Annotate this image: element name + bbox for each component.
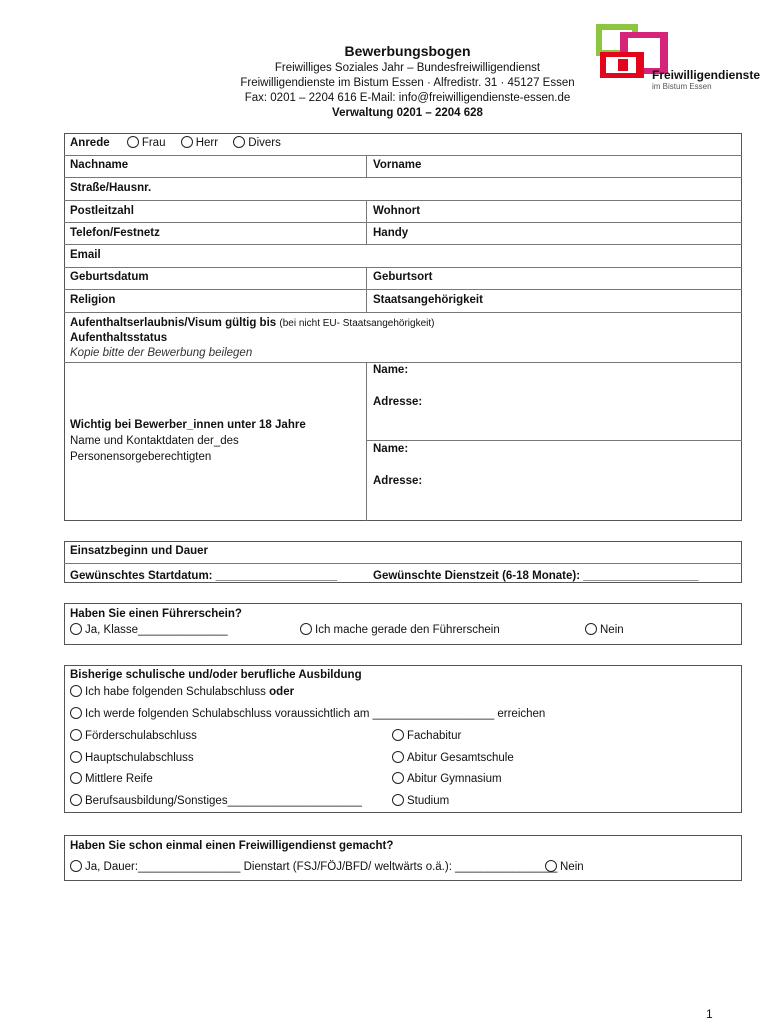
radio-herr-icon[interactable]	[181, 136, 193, 148]
radio-studium-icon[interactable]	[392, 794, 404, 806]
radio-hauptschule-icon[interactable]	[70, 751, 82, 763]
dienstzeit-field[interactable]: Gewünschte Dienstzeit (6-18 Monate): __________________	[373, 570, 699, 582]
radio-vorher-nein-icon[interactable]	[545, 860, 557, 872]
vorher-nein[interactable]: Nein	[545, 860, 584, 874]
radio-mittlere-reife-icon[interactable]	[70, 772, 82, 784]
radio-nein-fs-icon[interactable]	[585, 623, 597, 635]
fuehrerschein-nein[interactable]: Nein	[585, 623, 624, 637]
option-hauptschule[interactable]: Hauptschulabschluss	[70, 751, 194, 765]
fuehrerschein-ja[interactable]: Ja, Klasse______________	[70, 623, 228, 637]
radio-foerderschule-icon[interactable]	[70, 729, 82, 741]
vorher-ja[interactable]: Ja, Dauer:________________ Dienstart (FSJ/FÖJ/BFD/ weltwärts o.ä.): ________________	[70, 860, 557, 874]
radio-ja-klasse-icon[interactable]	[70, 623, 82, 635]
telefon-field[interactable]: Telefon/Festnetz	[70, 227, 160, 239]
radio-gerade-icon[interactable]	[300, 623, 312, 635]
anrede-divers[interactable]: Divers	[233, 137, 281, 149]
logo-name: Freiwilligendienste	[652, 68, 761, 82]
fuehrerschein-question: Haben Sie einen Führerschein?	[70, 608, 242, 620]
wohnort-field[interactable]: Wohnort	[373, 205, 421, 217]
geburtsort-field[interactable]: Geburtsort	[373, 271, 433, 283]
option-abitur-gesamtschule[interactable]: Abitur Gesamtschule	[392, 751, 514, 765]
strasse-field[interactable]: Straße/Hausnr.	[70, 182, 152, 194]
radio-habe-icon[interactable]	[70, 685, 82, 697]
staatsangehoerigkeit-field[interactable]: Staatsangehörigkeit	[373, 294, 483, 306]
ausbildung-heading: Bisherige schulische und/oder berufliche Ausbildung	[70, 669, 362, 681]
plz-field[interactable]: Postleitzahl	[70, 205, 134, 217]
religion-field[interactable]: Religion	[70, 294, 116, 306]
logo-sub: im Bistum Essen	[652, 82, 712, 91]
option-foerderschule[interactable]: Förderschulabschluss	[70, 729, 197, 743]
radio-abitur-gesamtschule-icon[interactable]	[392, 751, 404, 763]
email-field[interactable]: Email	[70, 249, 101, 261]
startdatum-field[interactable]: Gewünschtes Startdatum: ___________________	[70, 570, 338, 582]
header-line4: Verwaltung 0201 – 2204 628	[332, 107, 483, 119]
radio-frau-icon[interactable]	[127, 136, 139, 148]
option-mittlere-reife[interactable]: Mittlere Reife	[70, 772, 153, 786]
header-line1: Freiwilliges Soziales Jahr – Bundesfreiwilligendienst	[274, 62, 541, 74]
guardian-text2: Personensorgeberechtigten	[70, 451, 212, 463]
nachname-field[interactable]: Nachname	[70, 159, 129, 171]
geburtsdatum-field[interactable]: Geburtsdatum	[70, 271, 149, 283]
page-number: 1	[706, 1007, 713, 1021]
kopie-note: Kopie bitte der Bewerbung beilegen	[70, 347, 253, 359]
guardian-heading: Wichtig bei Bewerber_innen unter 18 Jahre	[70, 419, 306, 431]
option-berufsausbildung[interactable]: Berufsausbildung/Sonstiges_____________________	[70, 794, 362, 808]
anrede-label: Anrede	[70, 137, 110, 149]
guardian1-name[interactable]: Name:	[373, 364, 409, 376]
einsatz-heading: Einsatzbeginn und Dauer	[70, 545, 209, 557]
anrede-herr[interactable]: Herr	[181, 137, 218, 149]
option-studium[interactable]: Studium	[392, 794, 449, 808]
radio-divers-icon[interactable]	[233, 136, 245, 148]
handy-field[interactable]: Handy	[373, 227, 409, 239]
anrede-frau[interactable]: Frau	[127, 137, 166, 149]
radio-abitur-gymnasium-icon[interactable]	[392, 772, 404, 784]
radio-werde-icon[interactable]	[70, 707, 82, 719]
option-fachabitur[interactable]: Fachabitur	[392, 729, 461, 743]
fuehrerschein-gerade[interactable]: Ich mache gerade den Führerschein	[300, 623, 500, 637]
ausbildung-habe[interactable]: Ich habe folgenden Schulabschluss oder	[70, 685, 294, 699]
header-line3: Fax: 0201 – 2204 616 E-Mail: info@freiwilligendienste-essen.de	[244, 92, 571, 104]
option-abitur-gymnasium[interactable]: Abitur Gymnasium	[392, 772, 502, 786]
header	[200, 44, 615, 121]
radio-vorher-ja-icon[interactable]	[70, 860, 82, 872]
guardian2-name[interactable]: Name:	[373, 443, 409, 455]
vorname-field[interactable]: Vorname	[373, 159, 422, 171]
aufenthalt-field[interactable]: Aufenthaltserlaubnis/Visum gültig bis (bei nicht EU- Staatsangehörigkeit)	[70, 317, 435, 329]
radio-fachabitur-icon[interactable]	[392, 729, 404, 741]
header-line2: Freiwilligendienste im Bistum Essen · Alfredistr. 31 · 45127 Essen	[240, 77, 575, 89]
ausbildung-werde[interactable]: Ich werde folgenden Schulabschluss voraussichtlich am ___________________ erreichen	[70, 707, 545, 721]
logo	[594, 22, 759, 92]
anrede-row	[70, 136, 281, 150]
guardian1-adresse[interactable]: Adresse:	[373, 396, 423, 408]
form-title: Bewerbungsbogen	[344, 43, 471, 59]
guardian-text1: Name und Kontaktdaten der_des	[70, 435, 239, 447]
radio-berufsausbildung-icon[interactable]	[70, 794, 82, 806]
guardian2-adresse[interactable]: Adresse:	[373, 475, 423, 487]
aufenthaltsstatus-field[interactable]: Aufenthaltsstatus	[70, 332, 168, 344]
vorher-question: Haben Sie schon einmal einen Freiwilligendienst gemacht?	[70, 840, 394, 852]
